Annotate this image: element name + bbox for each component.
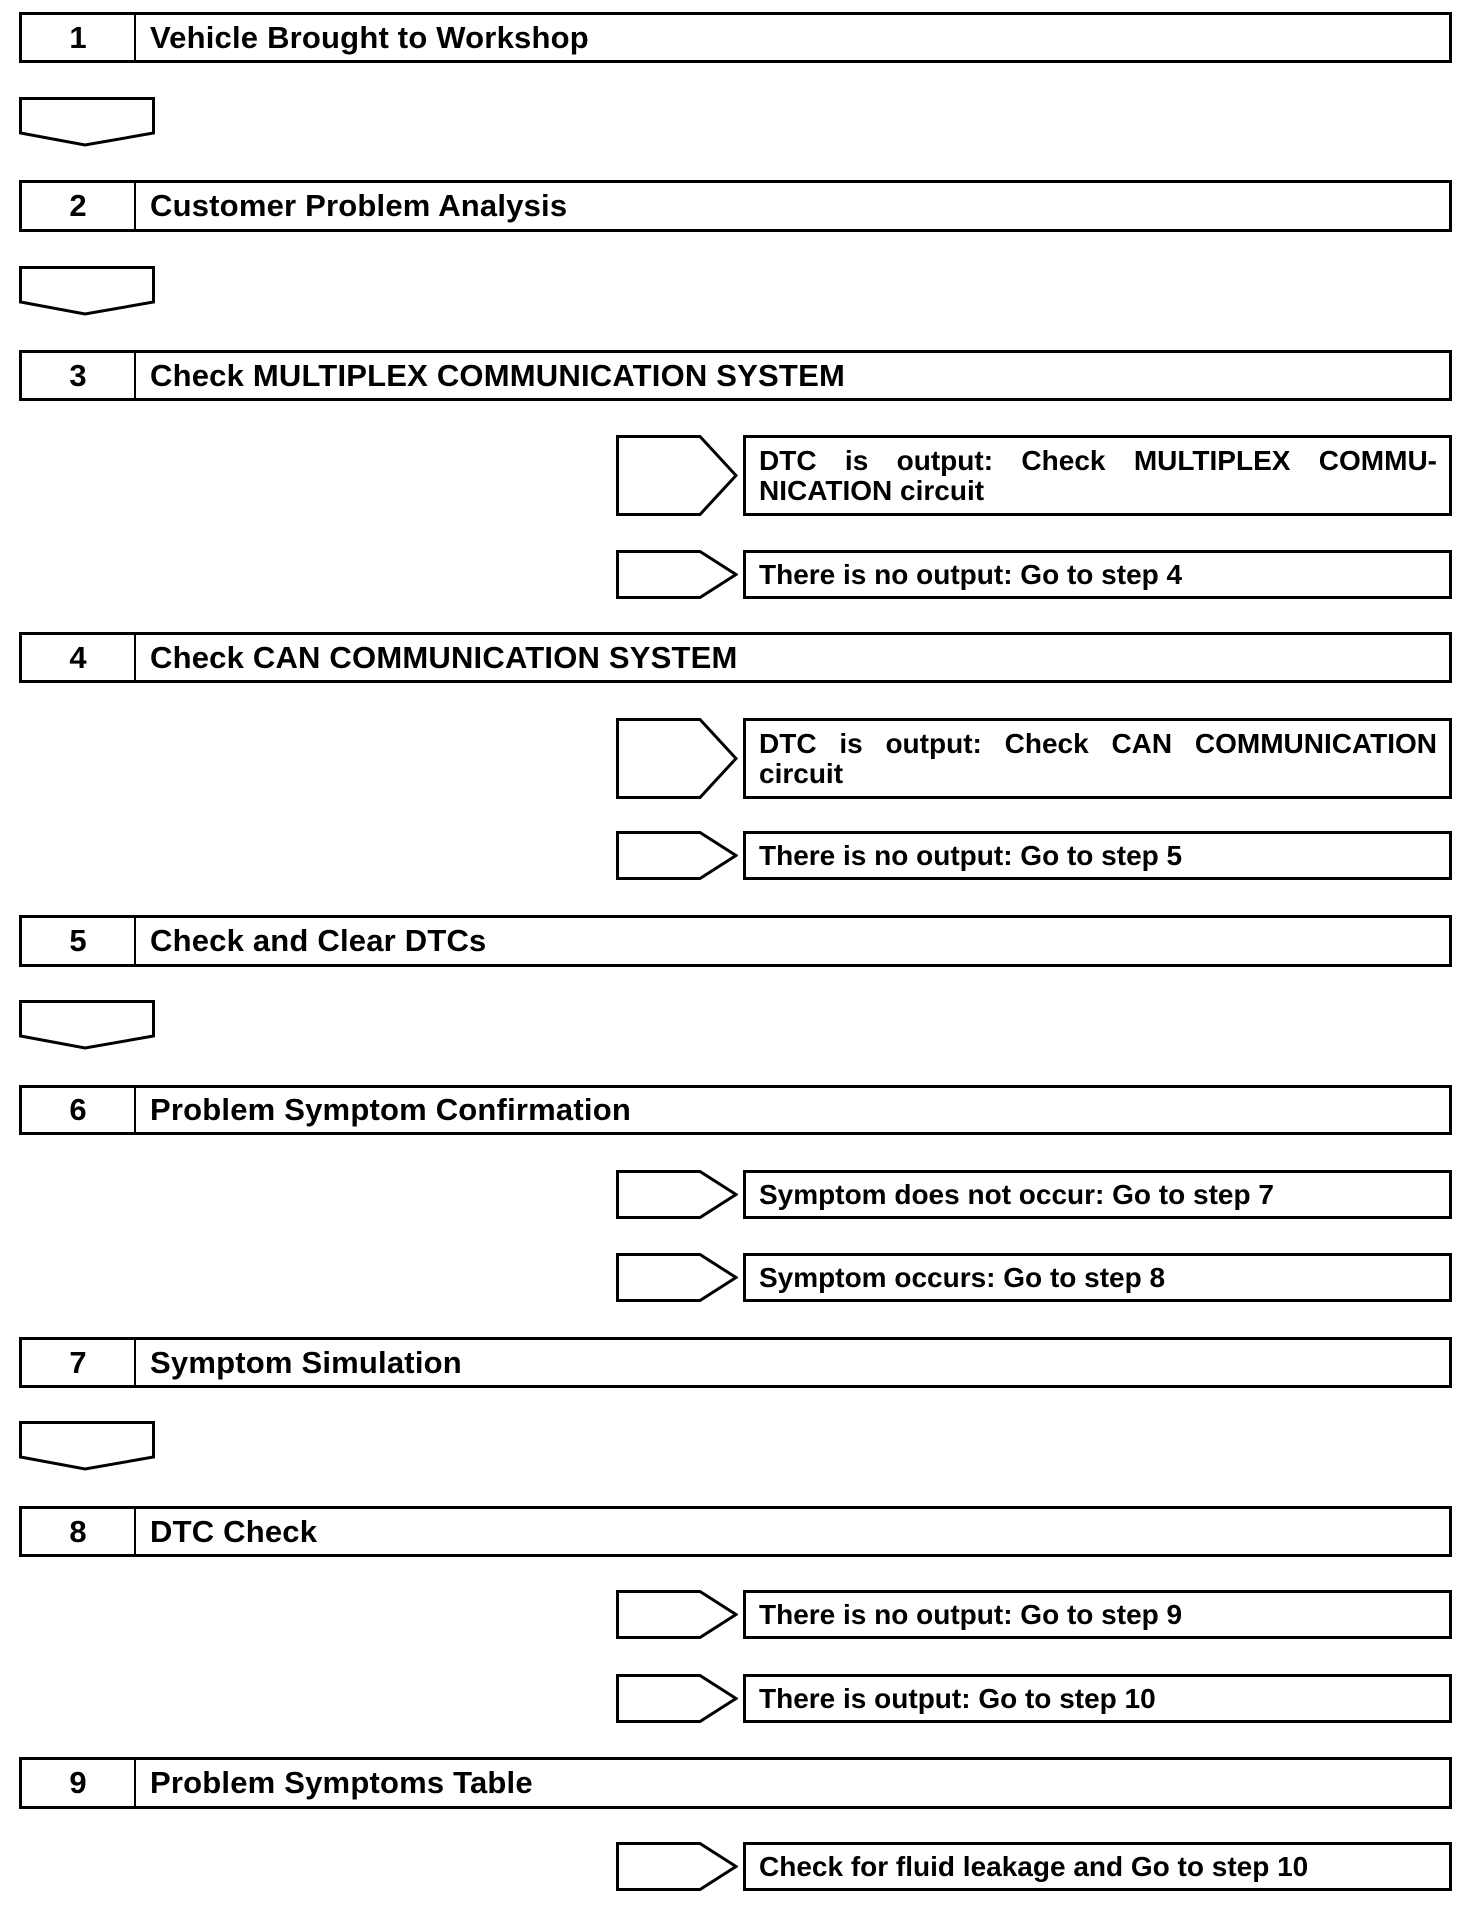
branch-text: Symptom does not occur: Go to step 7 bbox=[759, 1178, 1274, 1210]
branch-result-box bbox=[743, 1170, 1452, 1219]
step-number: 5 bbox=[22, 918, 136, 964]
down-arrow-icon bbox=[19, 97, 155, 147]
step-2-box bbox=[19, 180, 1452, 232]
branch-text-line: DTC is output: Check CAN COMMUNICATION bbox=[759, 728, 1437, 759]
step-3-box bbox=[19, 350, 1452, 401]
branch-result-box bbox=[743, 1590, 1452, 1639]
branch-result-box bbox=[743, 1842, 1452, 1891]
step-7-box bbox=[19, 1337, 1452, 1388]
right-arrow-icon bbox=[616, 1253, 738, 1302]
step-number: 4 bbox=[22, 635, 136, 680]
right-arrow-icon bbox=[616, 435, 738, 516]
right-arrow-icon bbox=[616, 718, 738, 799]
branch-text: There is no output: Go to step 9 bbox=[759, 1598, 1183, 1630]
right-arrow-icon bbox=[616, 1674, 738, 1723]
branch-text-line: DTC is output: Check MULTIPLEX COMMU- bbox=[759, 445, 1437, 476]
step-1-box bbox=[19, 12, 1452, 63]
branch-text: There is output: Go to step 10 bbox=[759, 1682, 1156, 1714]
branch-text-line: NICATION circuit bbox=[759, 475, 985, 506]
step-title: DTC Check bbox=[150, 1513, 318, 1549]
step-8-box bbox=[19, 1506, 1452, 1557]
branch-text-line: circuit bbox=[759, 758, 844, 789]
step-number: 2 bbox=[22, 183, 136, 229]
branch-text: Check for fluid leakage and Go to step 10 bbox=[759, 1850, 1309, 1882]
branch-result-box bbox=[743, 1674, 1452, 1723]
branch-result-box bbox=[743, 718, 1452, 799]
step-6-box bbox=[19, 1085, 1452, 1135]
down-arrow-icon bbox=[19, 266, 155, 316]
branch-result-box bbox=[743, 1253, 1452, 1302]
down-arrow-icon bbox=[19, 1000, 155, 1050]
branch-result-box bbox=[743, 435, 1452, 516]
step-9-box bbox=[19, 1757, 1452, 1809]
step-number: 6 bbox=[22, 1088, 136, 1132]
step-title: Check MULTIPLEX COMMUNICATION SYSTEM bbox=[150, 357, 845, 393]
down-arrow-icon bbox=[19, 1421, 155, 1471]
right-arrow-icon bbox=[616, 831, 738, 880]
step-title: Problem Symptom Confirmation bbox=[150, 1092, 631, 1127]
step-title: Customer Problem Analysis bbox=[150, 188, 568, 223]
branch-result-box bbox=[743, 831, 1452, 880]
step-number: 8 bbox=[22, 1509, 136, 1554]
branch-text: Symptom occurs: Go to step 8 bbox=[759, 1261, 1166, 1293]
branch-result-box bbox=[743, 550, 1452, 599]
step-number: 3 bbox=[22, 353, 136, 398]
right-arrow-icon bbox=[616, 550, 738, 599]
step-title: Check CAN COMMUNICATION SYSTEM bbox=[150, 639, 738, 675]
step-number: 7 bbox=[22, 1340, 136, 1385]
step-title: Check and Clear DTCs bbox=[150, 923, 487, 958]
branch-text: There is no output: Go to step 5 bbox=[759, 839, 1183, 871]
right-arrow-icon bbox=[616, 1842, 738, 1891]
branch-text: There is no output: Go to step 4 bbox=[759, 558, 1183, 590]
step-number: 9 bbox=[22, 1760, 136, 1806]
step-title: Symptom Simulation bbox=[150, 1344, 462, 1380]
step-4-box bbox=[19, 632, 1452, 683]
step-number: 1 bbox=[22, 15, 136, 60]
step-5-box bbox=[19, 915, 1452, 967]
right-arrow-icon bbox=[616, 1590, 738, 1639]
step-title: Vehicle Brought to Workshop bbox=[150, 19, 589, 55]
step-title: Problem Symptoms Table bbox=[150, 1765, 533, 1800]
right-arrow-icon bbox=[616, 1170, 738, 1219]
